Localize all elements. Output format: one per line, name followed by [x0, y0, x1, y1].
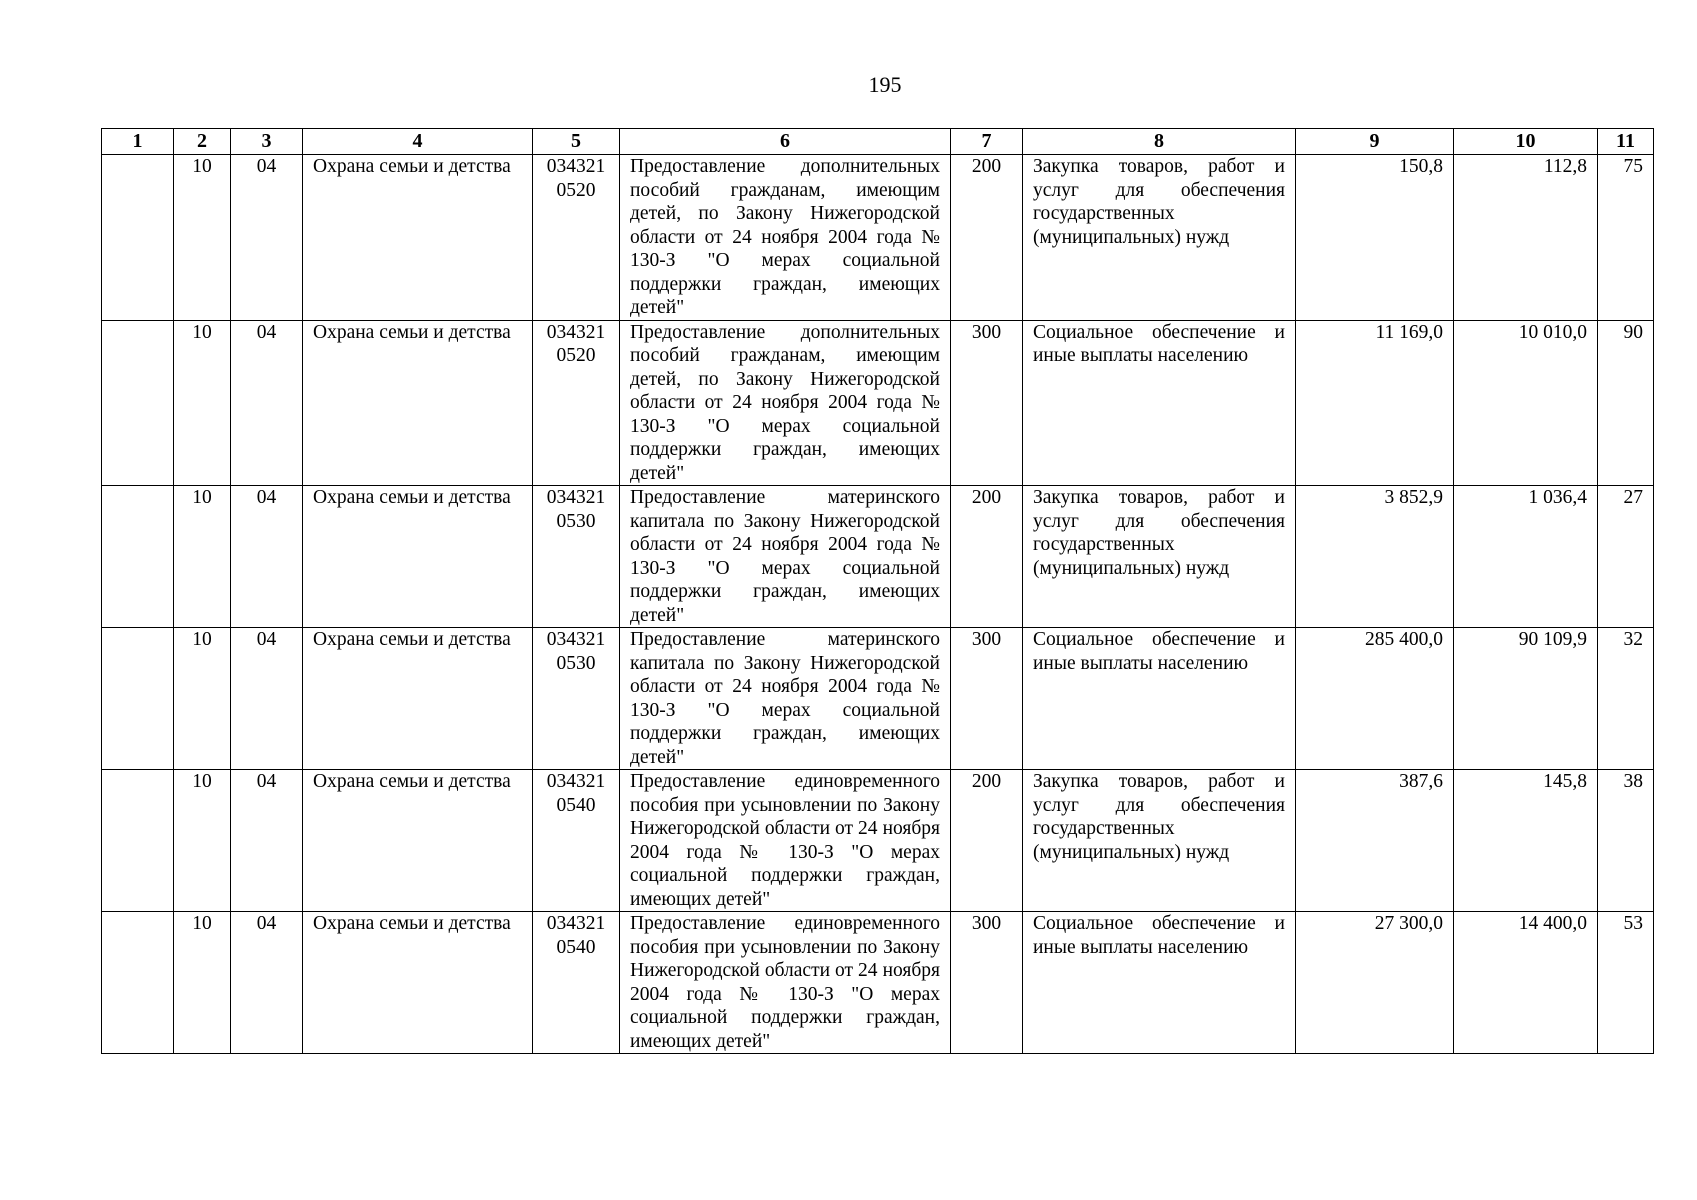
- code-line: 034321: [546, 321, 606, 343]
- header-cell: 4: [303, 129, 533, 155]
- table-row: [102, 912, 1654, 1054]
- cell-percent: 27: [1598, 486, 1654, 628]
- header-cell: 1: [102, 129, 174, 155]
- header-cell: 7: [951, 129, 1023, 155]
- cell-amount-plan: 27 300,0: [1296, 912, 1454, 1054]
- cell-section: 10: [174, 628, 231, 770]
- header-cell: 2: [174, 129, 231, 155]
- cell-expense-name: Закупка товаров, работ и услуг для обеспечения государственных (муниципальных) нужд: [1023, 155, 1296, 321]
- cell-subsection-name: Охрана семьи и детства: [303, 486, 533, 628]
- cell-expense-name: Социальное обеспечение и иные выплаты населению: [1023, 912, 1296, 1054]
- cell-subsection: 04: [231, 155, 303, 321]
- cell-description: Предоставление дополнительных пособий гражданам, имеющим детей, по Закону Нижегородской области от 24 ноября 2004 года № 130-З "О мерах социальной поддержки граждан, имеющих детей": [620, 320, 951, 486]
- table-row: [102, 770, 1654, 912]
- code-line: 0530: [556, 510, 596, 532]
- header-cell: 8: [1023, 129, 1296, 155]
- cell-target-code: [533, 628, 620, 770]
- cell-expense-name: Закупка товаров, работ и услуг для обеспечения государственных (муниципальных) нужд: [1023, 770, 1296, 912]
- code-line: 034321: [546, 629, 606, 650]
- budget-table: [101, 128, 1654, 1054]
- header-cell: 11: [1598, 129, 1654, 155]
- cell-amount-plan: 11 169,0: [1296, 320, 1454, 486]
- header-row: [102, 129, 1654, 155]
- cell-expense-type: 200: [951, 486, 1023, 628]
- cell-number: [102, 486, 174, 628]
- cell-section: 10: [174, 912, 231, 1054]
- header-cell: 3: [231, 129, 303, 155]
- cell-subsection-name: Охрана семьи и детства: [303, 912, 533, 1054]
- cell-target-code: [533, 770, 620, 912]
- code-line: 034321: [546, 487, 606, 508]
- cell-expense-type: 300: [951, 628, 1023, 770]
- cell-subsection: 04: [231, 486, 303, 628]
- cell-description: Предоставление материнского капитала по Закону Нижегородской области от 24 ноября 2004 года № 130-З "О мерах социальной поддержки граждан, имеющих детей": [620, 486, 951, 628]
- cell-target-code: [533, 912, 620, 1054]
- cell-percent: 90: [1598, 320, 1654, 486]
- cell-description: Предоставление единовременного пособия при усыновлении по Закону Нижегородской области от 24 ноября 2004 года № 130-З "О мерах социальной поддержки граждан, имеющих детей": [620, 770, 951, 912]
- cell-amount-plan: 150,8: [1296, 155, 1454, 321]
- cell-subsection-name: Охрана семьи и детства: [303, 320, 533, 486]
- header-cell: 5: [533, 129, 620, 155]
- cell-amount-actual: 90 109,9: [1454, 628, 1598, 770]
- cell-number: [102, 320, 174, 486]
- cell-section: 10: [174, 486, 231, 628]
- cell-description: Предоставление дополнительных пособий гражданам, имеющим детей, по Закону Нижегородской области от 24 ноября 2004 года № 130-З "О мерах социальной поддержки граждан, имеющих детей": [620, 155, 951, 321]
- cell-percent: 38: [1598, 770, 1654, 912]
- cell-subsection-name: Охрана семьи и детства: [303, 770, 533, 912]
- code-line: 0530: [556, 652, 596, 674]
- code-line: 0520: [556, 345, 596, 366]
- table-row: [102, 486, 1654, 628]
- header-cell: 10: [1454, 129, 1598, 155]
- code-line: 0520: [556, 179, 596, 201]
- cell-subsection: 04: [231, 770, 303, 912]
- code-line: 0540: [556, 794, 596, 816]
- cell-expense-name: Социальное обеспечение и иные выплаты населению: [1023, 628, 1296, 770]
- cell-number: [102, 912, 174, 1054]
- cell-subsection: 04: [231, 912, 303, 1054]
- cell-expense-name: Социальное обеспечение и иные выплаты населению: [1023, 320, 1296, 486]
- cell-percent: 53: [1598, 912, 1654, 1054]
- cell-number: [102, 770, 174, 912]
- cell-section: 10: [174, 155, 231, 321]
- cell-expense-type: 200: [951, 155, 1023, 321]
- cell-target-code: [533, 320, 620, 486]
- cell-target-code: [533, 486, 620, 628]
- cell-amount-actual: 14 400,0: [1454, 912, 1598, 1054]
- page-number: 195: [868, 72, 902, 97]
- cell-number: [102, 628, 174, 770]
- cell-amount-actual: 1 036,4: [1454, 486, 1598, 628]
- cell-expense-name: Закупка товаров, работ и услуг для обеспечения государственных (муниципальных) нужд: [1023, 486, 1296, 628]
- code-line: 034321: [546, 771, 606, 792]
- cell-percent: 32: [1598, 628, 1654, 770]
- cell-section: 10: [174, 320, 231, 486]
- header-cell: 9: [1296, 129, 1454, 155]
- header-cell: 6: [620, 129, 951, 155]
- code-line: 0540: [556, 936, 596, 958]
- cell-percent: 75: [1598, 155, 1654, 321]
- cell-number: [102, 155, 174, 321]
- cell-expense-type: 300: [951, 320, 1023, 486]
- table-row: [102, 628, 1654, 770]
- cell-section: 10: [174, 770, 231, 912]
- cell-subsection: 04: [231, 320, 303, 486]
- table-row: [102, 155, 1654, 321]
- cell-amount-plan: 3 852,9: [1296, 486, 1454, 628]
- cell-subsection: 04: [231, 628, 303, 770]
- cell-amount-actual: 10 010,0: [1454, 320, 1598, 486]
- cell-description: Предоставление единовременного пособия при усыновлении по Закону Нижегородской области от 24 ноября 2004 года № 130-З "О мерах социальной поддержки граждан, имеющих детей": [620, 912, 951, 1054]
- cell-expense-type: 200: [951, 770, 1023, 912]
- cell-amount-actual: 145,8: [1454, 770, 1598, 912]
- cell-subsection-name: Охрана семьи и детства: [303, 628, 533, 770]
- cell-amount-actual: 112,8: [1454, 155, 1598, 321]
- cell-description: Предоставление материнского капитала по Закону Нижегородской области от 24 ноября 2004 года № 130-З "О мерах социальной поддержки граждан, имеющих детей": [620, 628, 951, 770]
- cell-amount-plan: 285 400,0: [1296, 628, 1454, 770]
- cell-expense-type: 300: [951, 912, 1023, 1054]
- code-line: 034321: [546, 913, 606, 934]
- table-row: [102, 320, 1654, 486]
- cell-target-code: [533, 155, 620, 321]
- cell-amount-plan: 387,6: [1296, 770, 1454, 912]
- code-line: 034321: [546, 156, 606, 177]
- cell-subsection-name: Охрана семьи и детства: [303, 155, 533, 321]
